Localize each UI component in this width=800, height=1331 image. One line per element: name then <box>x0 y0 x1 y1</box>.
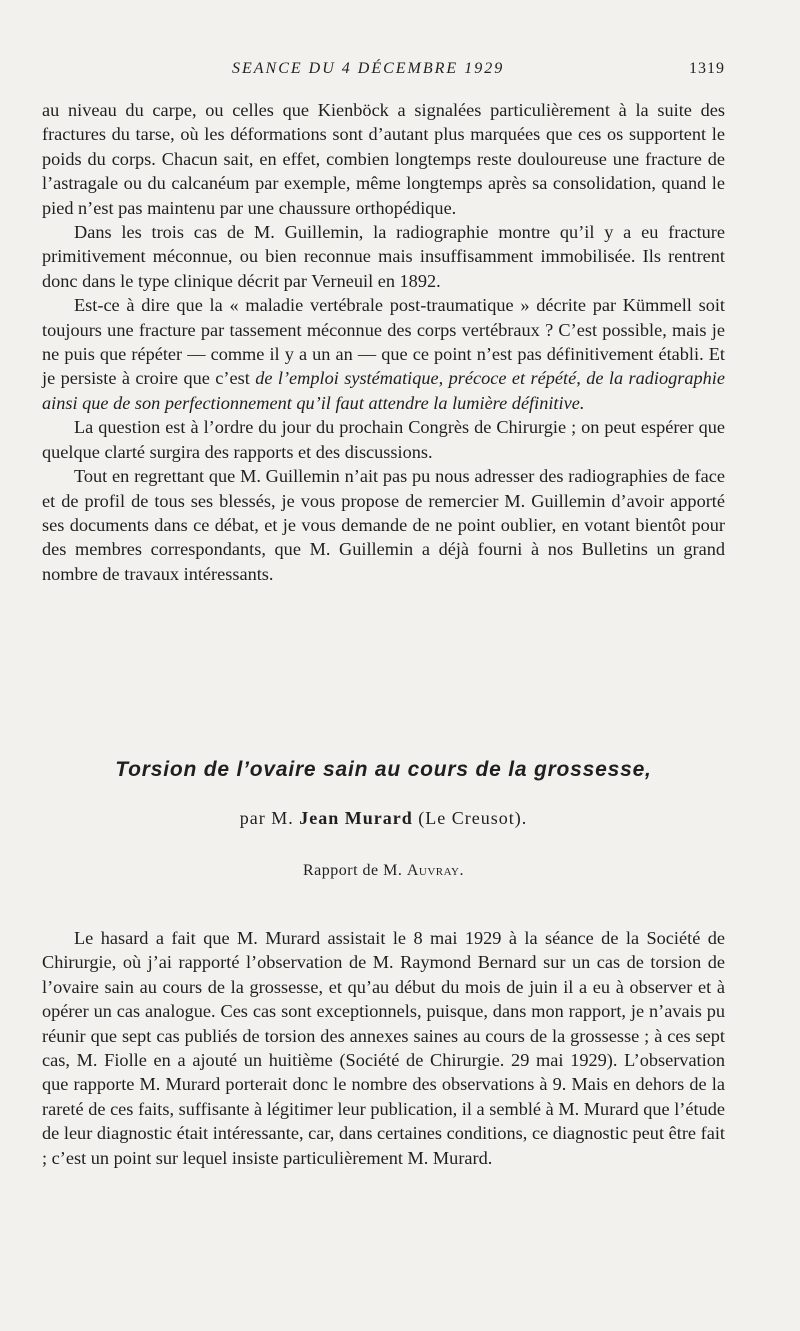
report-prefix: Rapport de M. <box>302 862 403 879</box>
paragraph: La question est à l’ordre du jour du prochain Congrès de Chirurgie ; on peut espérer que quelque clarté surgira des rapports et des discussions. <box>42 417 725 462</box>
reporter-name: Auvray. <box>406 862 465 879</box>
author-location: (Le Creusot). <box>418 808 528 828</box>
author-name: Jean Murard <box>299 808 413 828</box>
report-line <box>42 862 725 880</box>
byline <box>42 808 725 829</box>
page-number: 1319 <box>689 60 725 77</box>
emphasis-text: de l’emploi systématique, précoce et répété, de la radiographie ainsi que de son perfectionnement qu’il faut attendre la lumière définitive. <box>42 368 725 413</box>
paragraph <box>42 293 725 415</box>
paragraph: Dans les trois cas de M. Guillemin, la radiographie montre qu’il y a eu fracture primitivement méconnue, ou bien reconnue mais insuffisamment immobilisée. Ils rentrent donc dans le type clinique décrit par Verneuil en 1892. <box>42 222 725 291</box>
running-header <box>42 60 725 84</box>
paragraph: Tout en regrettant que M. Guillemin n’ait pas pu nous adresser des radiographies de face et de profil de tous ses blessés, je vous propose de remercier M. Guillemin d’avoir apporté ses documents dans ce débat, et je vous demande de ne point oublier, en votant bientôt pour des membres correspondants, que M. Guillemin a déjà fourni à nos Bulletins un grand nombre de travaux intéressants. <box>42 466 725 584</box>
paragraph: Le hasard a fait que M. Murard assistait le 8 mai 1929 à la séance de la Société de Chirurgie, où j’ai rapporté l’observation de M. Raymond Bernard sur un cas de torsion de l’ovaire sain au cours de la grossesse, et qu’au début du mois de juin il a eu à observer et à opérer un cas analogue. Ces cas sont exceptionnels, puisque, dans mon rapport, je n’avais pu réunir que sept cas publiés de torsion des annexes saines au cours de la grossesse ; à ces sept cas, M. Fiolle en a ajouté un huitième (Société de Chirurgie. 29 mai 1929). L’observation que rapporte M. Murard porterait donc le nombre des observations à 9. Mais en dehors de la rareté de ces faits, suffisante à légitimer leur publication, il a semblé à M. Murard que l’étude de leur diagnostic était intéressante, car, dans certaines conditions, ce diagnostic peut être fait ; c’est un point sur lequel insiste particulièrement M. Murard. <box>42 928 725 1168</box>
previous-article-text <box>42 98 725 586</box>
paragraph-text: Est-ce à dire que la « maladie vertébrale post-traumatique » décrite par Kümmell soit toujours une fracture par tassement méconnue des corps vertébraux ? C’est possible, mais je ne puis que répéter — comme il y a un an — que ce point n’est pas définitivement établi. Et je persiste à croire que c’est <box>42 295 725 389</box>
byline-prefix: par M. <box>239 808 294 828</box>
article-text <box>42 926 725 1170</box>
paragraph: au niveau du carpe, ou celles que Kienböck a signalées particulièrement à la suite des fractures du tarse, où les déformations sont d’autant plus marquées que ces os supportent le poids du corps. Chacun sait, en effet, combien longtemps reste douloureuse une fracture de l’astragale ou du calcanéum par exemple, même longtemps après sa consolidation, quand le pied n’est pas maintenu par une chaussure orthopédique. <box>42 100 725 218</box>
article-title: Torsion de l’ovaire sain au cours de la grossesse, <box>115 758 652 781</box>
running-title: SEANCE DU 4 DÉCEMBRE 1929 <box>232 60 505 77</box>
